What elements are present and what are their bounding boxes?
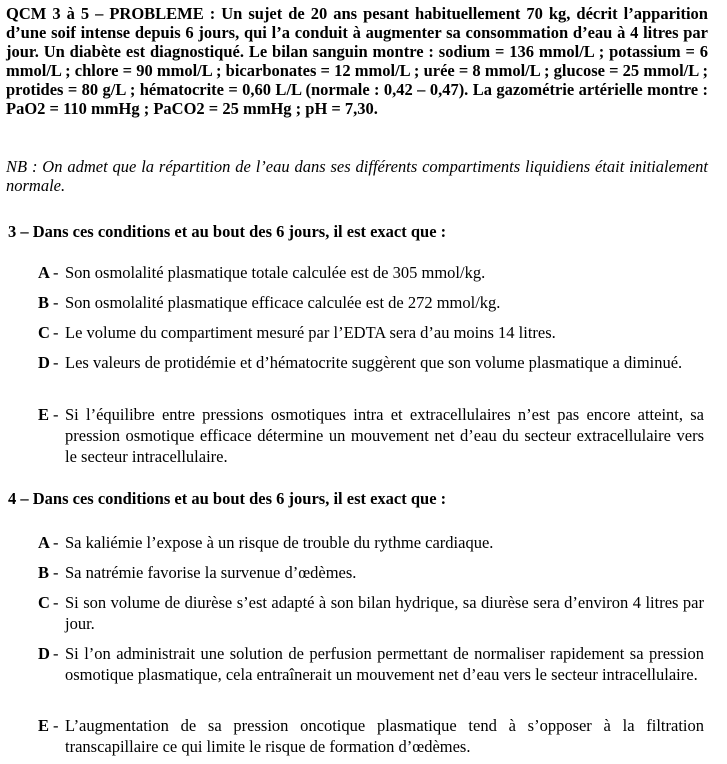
question-4-option-c xyxy=(38,592,704,634)
option-separator: - xyxy=(53,533,59,552)
option-text: Son osmolalité plasmatique totale calculée est de 305 mmol/kg. xyxy=(65,263,486,282)
option-separator: - xyxy=(53,323,59,342)
option-separator: - xyxy=(53,405,59,424)
problem-statement: QCM 3 à 5 – PROBLEME : Un sujet de 20 ans pesant habituellement 70 kg, décrit l’apparition d’une soif intense depuis 6 jours, qui l’a conduit à augmenter sa consommation d’eau à 4 litres par jour. Un diabète est diagnostiqué. Le bilan sanguin montre : sodium = 136 mmol/L ; potassium = 6 mmol/L ; chlore = 90 mmol/L ; bicarbonates = 12 mmol/L ; urée = 8 mmol/L ; glucose = 25 mmol/L ; protides = 80 g/L ; hématocrite = 0,60 L/L (normale : 0,42 – 0,47). La gazométrie artérielle montre : PaO2 = 110 mmHg ; PaCO2 = 25 mmHg ; pH = 7,30. xyxy=(6,4,708,118)
question-3-option-c xyxy=(38,322,704,343)
option-letter: A xyxy=(38,533,50,552)
option-separator: - xyxy=(53,353,59,372)
option-text: Si l’équilibre entre pressions osmotiques intra et extracellulaires n’est pas encore atteint, sa pression osmotique efficace détermine un mouvement net d’eau du secteur extracellulaire vers le secteur intracellulaire. xyxy=(65,405,704,466)
option-text: Si son volume de diurèse s’est adapté à son bilan hydrique, sa diurèse sera d’environ 4 litres par jour. xyxy=(65,593,704,633)
option-text: L’augmentation de sa pression oncotique plasmatique tend à s’opposer à la filtration transcapillaire ce qui limite le risque de formation d’œdèmes. xyxy=(65,716,704,756)
option-text: Sa natrémie favorise la survenue d’œdèmes. xyxy=(65,563,357,582)
question-3-option-b xyxy=(38,292,704,313)
option-separator: - xyxy=(53,263,59,282)
option-separator: - xyxy=(53,563,59,582)
option-text: Sa kaliémie l’expose à un risque de trouble du rythme cardiaque. xyxy=(65,533,494,552)
question-4-option-d xyxy=(38,643,704,685)
option-letter: D xyxy=(38,644,50,663)
question-3-option-d xyxy=(38,352,704,373)
option-letter: C xyxy=(38,323,50,342)
option-separator: - xyxy=(53,644,59,663)
option-letter: D xyxy=(38,353,50,372)
question-4-option-e xyxy=(38,715,704,757)
option-separator: - xyxy=(53,293,59,312)
option-text: Si l’on administrait une solution de perfusion permettant de normaliser rapidement sa pression osmotique plasmatique, cela entraînerait un mouvement net d’eau vers le secteur intracellulaire. xyxy=(65,644,704,684)
question-3-option-e xyxy=(38,404,704,467)
option-letter: B xyxy=(38,563,50,582)
question-3-option-a xyxy=(38,262,704,283)
question-3-heading: 3 – Dans ces conditions et au bout des 6 jours, il est exact que : xyxy=(8,222,447,241)
option-letter: C xyxy=(38,593,50,612)
question-4-option-a xyxy=(38,532,704,553)
option-letter: E xyxy=(38,716,50,735)
option-text: Le volume du compartiment mesuré par l’EDTA sera d’au moins 14 litres. xyxy=(65,323,556,342)
option-separator: - xyxy=(53,716,59,735)
option-letter: E xyxy=(38,405,50,424)
question-4-option-b xyxy=(38,562,704,583)
option-text: Son osmolalité plasmatique efficace calculée est de 272 mmol/kg. xyxy=(65,293,501,312)
problem-note: NB : On admet que la répartition de l’eau dans ses différents compartiments liquidiens était initialement normale. xyxy=(6,157,708,195)
question-4-heading: 4 – Dans ces conditions et au bout des 6 jours, il est exact que : xyxy=(8,489,447,508)
option-text: Les valeurs de protidémie et d’hématocrite suggèrent que son volume plasmatique a diminué. xyxy=(65,353,683,372)
option-separator: - xyxy=(53,593,59,612)
option-letter: A xyxy=(38,263,50,282)
option-letter: B xyxy=(38,293,50,312)
